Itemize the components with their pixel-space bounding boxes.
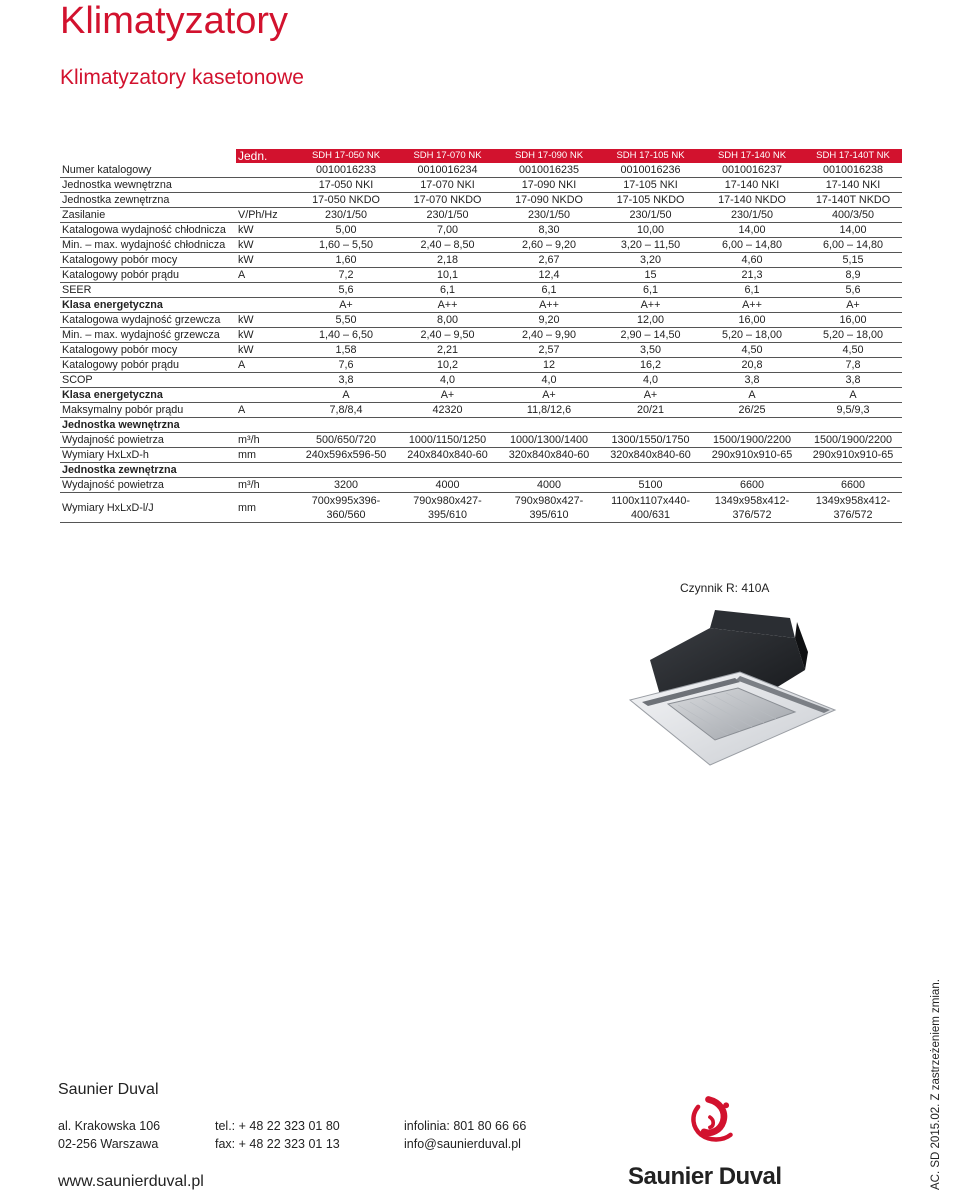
fax-number: fax: + 48 22 323 01 13 (215, 1137, 340, 1151)
value-cell: A+ (294, 298, 396, 313)
value-cell: 6,1 (396, 283, 497, 298)
value-cell: 17-105 NKI (599, 178, 700, 193)
value-cell: 2,67 (497, 253, 599, 268)
value-cell: 0010016236 (599, 163, 700, 178)
value-cell: 320x840x840-60 (497, 448, 599, 463)
value-cell: 2,40 – 9,50 (396, 328, 497, 343)
table-row (60, 403, 902, 418)
value-cell: 10,1 (396, 268, 497, 283)
row-unit (236, 193, 294, 208)
row-unit: kW (236, 238, 294, 253)
table-row (60, 208, 902, 223)
model-header: SDH 17-140T NK (802, 149, 902, 163)
value-cell: 4,0 (497, 373, 599, 388)
value-cell: 4,50 (802, 343, 902, 358)
side-note (930, 979, 950, 1190)
value-cell: 240x596x596-50 (294, 448, 396, 463)
value-cell: A (294, 388, 396, 403)
value-cell (294, 418, 396, 433)
row-unit: A (236, 358, 294, 373)
company-name: Saunier Duval (58, 1081, 159, 1098)
value-cell: 17-050 NKDO (294, 193, 396, 208)
row-unit: kW (236, 223, 294, 238)
table-row (60, 253, 902, 268)
row-unit: kW (236, 343, 294, 358)
value-cell: 8,9 (802, 268, 902, 283)
value-cell: A (802, 388, 902, 403)
row-unit (236, 418, 294, 433)
row-label: Wymiary HxLxD-l/J (60, 493, 236, 523)
value-cell: 1349x958x412-376/572 (802, 493, 902, 523)
refrigerant-label: Czynnik R: 410A (680, 581, 770, 595)
value-cell: 1000/1150/1250 (396, 433, 497, 448)
value-cell: 5,50 (294, 313, 396, 328)
value-cell: 0010016233 (294, 163, 396, 178)
table-row (60, 163, 902, 178)
value-cell (497, 463, 599, 478)
value-cell: 6,1 (599, 283, 700, 298)
value-cell: A (700, 388, 802, 403)
value-cell: 1100x1107x440-400/631 (599, 493, 700, 523)
value-cell: 1,60 (294, 253, 396, 268)
table-row (60, 463, 902, 478)
value-cell: 8,00 (396, 313, 497, 328)
value-cell: 5,6 (294, 283, 396, 298)
row-label: Min. – max. wydajność grzewcza (60, 328, 236, 343)
value-cell: 16,00 (700, 313, 802, 328)
row-unit (236, 298, 294, 313)
value-cell (396, 463, 497, 478)
value-cell: 5,15 (802, 253, 902, 268)
value-cell: 230/1/50 (294, 208, 396, 223)
value-cell (700, 418, 802, 433)
value-cell: 1000/1300/1400 (497, 433, 599, 448)
value-cell: 16,2 (599, 358, 700, 373)
value-cell: 4,50 (700, 343, 802, 358)
value-cell: 1,40 – 6,50 (294, 328, 396, 343)
value-cell: 400/3/50 (802, 208, 902, 223)
value-cell: 3,8 (700, 373, 802, 388)
side-note-text: AC. SD 2015.02. Z zastrzeżeniem zmian. (930, 979, 942, 1190)
row-unit: m³/h (236, 433, 294, 448)
row-label: Jednostka wewnętrzna (60, 418, 236, 433)
address-street: al. Krakowska 106 (58, 1119, 161, 1133)
value-cell (802, 463, 902, 478)
value-cell: A++ (396, 298, 497, 313)
table-row (60, 418, 902, 433)
row-unit: kW (236, 253, 294, 268)
value-cell: 4,0 (396, 373, 497, 388)
address-city: 02-256 Warszawa (58, 1137, 159, 1151)
table-row (60, 343, 902, 358)
value-cell: 16,00 (802, 313, 902, 328)
value-cell: 2,40 – 9,90 (497, 328, 599, 343)
value-cell: 10,2 (396, 358, 497, 373)
value-cell: 42320 (396, 403, 497, 418)
table-header-row (60, 149, 902, 163)
value-cell: 12,4 (497, 268, 599, 283)
value-cell: 1300/1550/1750 (599, 433, 700, 448)
value-cell: A+ (396, 388, 497, 403)
value-cell: 17-140 NKI (700, 178, 802, 193)
value-cell: 230/1/50 (396, 208, 497, 223)
row-unit (236, 163, 294, 178)
value-cell: 6600 (802, 478, 902, 493)
value-cell: 7,8 (802, 358, 902, 373)
value-cell: 17-090 NKI (497, 178, 599, 193)
table-row (60, 373, 902, 388)
value-cell: 14,00 (700, 223, 802, 238)
value-cell: 3,20 – 11,50 (599, 238, 700, 253)
value-cell: 0010016238 (802, 163, 902, 178)
table-row (60, 433, 902, 448)
value-cell: 17-090 NKDO (497, 193, 599, 208)
value-cell: 3,20 (599, 253, 700, 268)
phone-block (215, 1117, 340, 1153)
value-cell: 1,60 – 5,50 (294, 238, 396, 253)
row-label: Katalogowy pobór prądu (60, 268, 236, 283)
row-label: Klasa energetyczna (60, 388, 236, 403)
value-cell: 6600 (700, 478, 802, 493)
row-unit (236, 388, 294, 403)
value-cell: 17-140T NKDO (802, 193, 902, 208)
unit-header: Jedn. (236, 149, 294, 163)
row-label: Jednostka wewnętrzna (60, 178, 236, 193)
value-cell: 3,8 (802, 373, 902, 388)
value-cell: 0010016237 (700, 163, 802, 178)
value-cell: 290x910x910-65 (700, 448, 802, 463)
value-cell: 2,40 – 8,50 (396, 238, 497, 253)
value-cell: 15 (599, 268, 700, 283)
value-cell: 6,1 (700, 283, 802, 298)
row-label: Zasilanie (60, 208, 236, 223)
value-cell: A+ (599, 388, 700, 403)
value-cell: 320x840x840-60 (599, 448, 700, 463)
logo-wordmark: Saunier Duval (628, 1163, 782, 1190)
row-label: Katalogowa wydajność chłodnicza (60, 223, 236, 238)
value-cell: 5,20 – 18,00 (700, 328, 802, 343)
table-row (60, 268, 902, 283)
value-cell: 230/1/50 (497, 208, 599, 223)
value-cell: 3,50 (599, 343, 700, 358)
value-cell: A++ (599, 298, 700, 313)
value-cell: 7,00 (396, 223, 497, 238)
value-cell: 5,20 – 18,00 (802, 328, 902, 343)
value-cell: 790x980x427-395/610 (497, 493, 599, 523)
model-header: SDH 17-140 NK (700, 149, 802, 163)
row-unit (236, 178, 294, 193)
model-header: SDH 17-070 NK (396, 149, 497, 163)
value-cell: 20/21 (599, 403, 700, 418)
value-cell: 17-105 NKDO (599, 193, 700, 208)
row-label: Wymiary HxLxD-h (60, 448, 236, 463)
value-cell: A+ (802, 298, 902, 313)
value-cell: 790x980x427-395/610 (396, 493, 497, 523)
value-cell: 700x995x396-360/560 (294, 493, 396, 523)
value-cell: 17-050 NKI (294, 178, 396, 193)
table-row (60, 328, 902, 343)
value-cell: A+ (497, 388, 599, 403)
row-label: Katalogowy pobór prądu (60, 358, 236, 373)
value-cell: 2,21 (396, 343, 497, 358)
contact-block (404, 1117, 526, 1153)
address-block (58, 1117, 160, 1153)
value-cell: 3200 (294, 478, 396, 493)
value-cell: 5,00 (294, 223, 396, 238)
value-cell (497, 418, 599, 433)
page-title: Klimatyzatory (60, 0, 289, 42)
cassette-unit-image (590, 600, 840, 770)
row-unit (236, 283, 294, 298)
hotline: infolinia: 801 80 66 66 (404, 1119, 527, 1133)
value-cell: 8,30 (497, 223, 599, 238)
row-unit: m³/h (236, 478, 294, 493)
value-cell: 2,60 – 9,20 (497, 238, 599, 253)
row-label: Min. – max. wydajność chłodnicza (60, 238, 236, 253)
row-unit: V/Ph/Hz (236, 208, 294, 223)
row-label: Jednostka zewnętrzna (60, 193, 236, 208)
row-unit: kW (236, 313, 294, 328)
value-cell: 7,2 (294, 268, 396, 283)
value-cell: 9,5/9,3 (802, 403, 902, 418)
model-header: SDH 17-090 NK (497, 149, 599, 163)
page-subtitle: Klimatyzatory kasetonowe (60, 66, 304, 89)
value-cell (599, 418, 700, 433)
row-label: Jednostka zewnętrzna (60, 463, 236, 478)
value-cell: 500/650/720 (294, 433, 396, 448)
value-cell: 17-070 NKDO (396, 193, 497, 208)
value-cell: 9,20 (497, 313, 599, 328)
row-unit (236, 373, 294, 388)
value-cell: 17-140 NKI (802, 178, 902, 193)
table-row (60, 313, 902, 328)
value-cell: 6,1 (497, 283, 599, 298)
value-cell: 11,8/12,6 (497, 403, 599, 418)
row-label: Wydajność powietrza (60, 433, 236, 448)
value-cell: 12,00 (599, 313, 700, 328)
table-row (60, 193, 902, 208)
value-cell (396, 418, 497, 433)
row-label: Katalogowy pobór mocy (60, 253, 236, 268)
table-row (60, 493, 902, 523)
value-cell: 21,3 (700, 268, 802, 283)
value-cell: 230/1/50 (599, 208, 700, 223)
value-cell: 2,90 – 14,50 (599, 328, 700, 343)
row-label: SCOP (60, 373, 236, 388)
value-cell: 12 (497, 358, 599, 373)
table-row (60, 298, 902, 313)
value-cell: 2,18 (396, 253, 497, 268)
value-cell: A++ (497, 298, 599, 313)
row-unit (236, 463, 294, 478)
value-cell: 7,6 (294, 358, 396, 373)
value-cell: 4000 (497, 478, 599, 493)
row-unit: A (236, 403, 294, 418)
row-label: Maksymalny pobór prądu (60, 403, 236, 418)
spec-table (60, 149, 902, 523)
value-cell: 20,8 (700, 358, 802, 373)
row-label: Numer katalogowy (60, 163, 236, 178)
table-row (60, 283, 902, 298)
row-label: Wydajność powietrza (60, 478, 236, 493)
row-label: Katalogowy pobór mocy (60, 343, 236, 358)
model-header: SDH 17-105 NK (599, 149, 700, 163)
value-cell: 4000 (396, 478, 497, 493)
table-row (60, 448, 902, 463)
value-cell: 240x840x840-60 (396, 448, 497, 463)
value-cell: 17-140 NKDO (700, 193, 802, 208)
row-unit: A (236, 268, 294, 283)
value-cell (802, 418, 902, 433)
row-label: SEER (60, 283, 236, 298)
table-row (60, 178, 902, 193)
value-cell: 4,0 (599, 373, 700, 388)
saunier-duval-logo-icon (625, 1095, 800, 1165)
value-cell: 17-070 NKI (396, 178, 497, 193)
value-cell: 0010016235 (497, 163, 599, 178)
value-cell: 1,58 (294, 343, 396, 358)
value-cell: 3,8 (294, 373, 396, 388)
value-cell: 26/25 (700, 403, 802, 418)
value-cell: 10,00 (599, 223, 700, 238)
value-cell (599, 463, 700, 478)
value-cell (700, 463, 802, 478)
value-cell: 14,00 (802, 223, 902, 238)
row-unit: kW (236, 328, 294, 343)
value-cell: 5,6 (802, 283, 902, 298)
email-link[interactable]: info@saunierduval.pl (404, 1137, 521, 1151)
website-link[interactable]: www.saunierduval.pl (58, 1173, 204, 1190)
value-cell: 0010016234 (396, 163, 497, 178)
row-label: Katalogowa wydajność grzewcza (60, 313, 236, 328)
value-cell: A++ (700, 298, 802, 313)
table-row (60, 358, 902, 373)
table-row (60, 223, 902, 238)
table-row (60, 478, 902, 493)
model-header: SDH 17-050 NK (294, 149, 396, 163)
value-cell (294, 463, 396, 478)
phone-number: tel.: + 48 22 323 01 80 (215, 1119, 340, 1133)
value-cell: 1349x958x412-376/572 (700, 493, 802, 523)
value-cell: 1500/1900/2200 (802, 433, 902, 448)
value-cell: 1500/1900/2200 (700, 433, 802, 448)
value-cell: 2,57 (497, 343, 599, 358)
value-cell: 7,8/8,4 (294, 403, 396, 418)
header-blank-cell (60, 149, 236, 163)
row-unit: mm (236, 448, 294, 463)
value-cell: 290x910x910-65 (802, 448, 902, 463)
value-cell: 6,00 – 14,80 (802, 238, 902, 253)
table-row (60, 238, 902, 253)
value-cell: 230/1/50 (700, 208, 802, 223)
row-label: Klasa energetyczna (60, 298, 236, 313)
table-row (60, 388, 902, 403)
value-cell: 5100 (599, 478, 700, 493)
row-unit: mm (236, 493, 294, 523)
value-cell: 6,00 – 14,80 (700, 238, 802, 253)
value-cell: 4,60 (700, 253, 802, 268)
